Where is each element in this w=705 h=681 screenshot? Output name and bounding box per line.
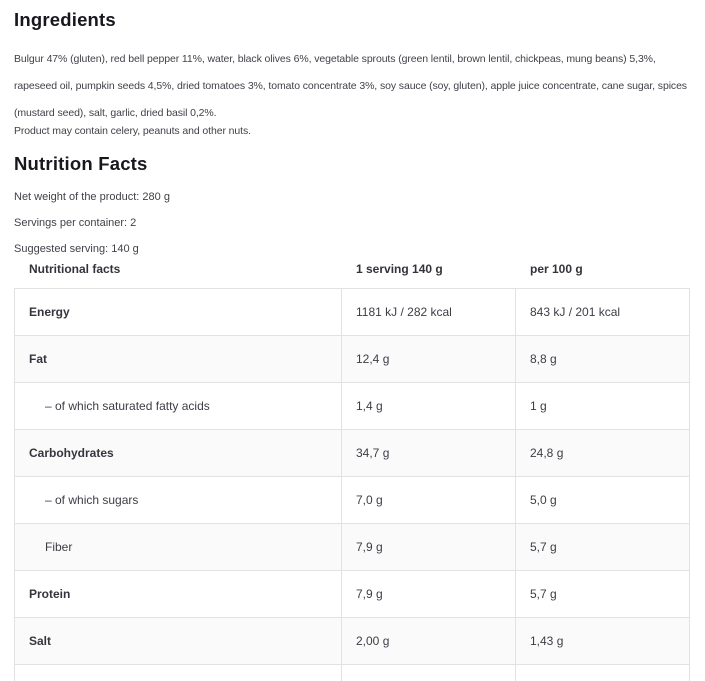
ingredients-heading: Ingredients	[14, 9, 116, 30]
row-label	[15, 665, 342, 681]
row-per100-value: 1,43 g	[530, 634, 564, 648]
table-row-cutoff	[15, 665, 689, 681]
row-serving-value: 7,9 g	[342, 524, 516, 570]
nutrition-table	[14, 288, 690, 681]
row-label: – of which sugars	[15, 477, 342, 523]
nutrition-facts-heading: Nutrition Facts	[14, 153, 148, 174]
nutrition-table-header	[14, 262, 691, 288]
column-header-serving: 1 serving 140 g	[356, 262, 443, 276]
table-row-energy	[15, 289, 689, 336]
servings-per-container-text: Servings per container: 2	[14, 217, 137, 229]
row-label: Salt	[15, 618, 342, 664]
top-section	[14, 0, 691, 262]
row-serving-value: 1181 kJ / 282 kcal	[342, 289, 516, 335]
allergen-note: Product may contain celery, peanuts and other nuts.	[14, 125, 251, 137]
net-weight-text: Net weight of the product: 280 g	[14, 191, 170, 203]
suggested-serving-text: Suggested serving: 140 g	[14, 243, 139, 255]
row-serving-value: 7,9 g	[342, 571, 516, 617]
row-label: Fiber	[15, 524, 342, 570]
row-per100-value: 5,7 g	[530, 587, 557, 601]
table-row-fat	[15, 336, 689, 383]
row-serving-value: 34,7 g	[342, 430, 516, 476]
row-label: Energy	[15, 289, 342, 335]
column-header-per-100g: per 100 g	[530, 262, 583, 276]
row-serving-value	[342, 665, 516, 681]
row-per100-value: 5,7 g	[530, 540, 557, 554]
row-serving-value: 12,4 g	[342, 336, 516, 382]
table-row-salt	[15, 618, 689, 665]
row-serving-value: 7,0 g	[342, 477, 516, 523]
row-serving-value: 2,00 g	[342, 618, 516, 664]
table-row-sugars	[15, 477, 689, 524]
table-row-carbohydrates	[15, 430, 689, 477]
table-row-fiber	[15, 524, 689, 571]
row-per100-value: 843 kJ / 201 kcal	[530, 305, 621, 319]
serving-details	[14, 184, 691, 262]
column-header-nutritional-facts: Nutritional facts	[29, 262, 121, 276]
row-label: – of which saturated fatty acids	[15, 383, 342, 429]
table-row-protein	[15, 571, 689, 618]
row-per100-value	[516, 665, 689, 681]
table-row-saturated-fat	[15, 383, 689, 430]
row-label: Carbohydrates	[15, 430, 342, 476]
row-per100-value: 24,8 g	[530, 446, 564, 460]
row-label: Protein	[15, 571, 342, 617]
ingredients-text: Bulgur 47% (gluten), red bell pepper 11%, water, black olives 6%, vegetable sprouts (green lentil, brown lentil, chickpeas, mung beans) 5,3%, rapeseed oil, pumpkin seeds 4,5%, dried tomatoes 3%, tomato concentrate 3%, soy sauce (soy, gluten), apple juice concentrate, cane sugar, spices (mustard seed), salt, garlic, dried basil 0,2%.	[14, 53, 687, 119]
row-per100-value: 1 g	[530, 399, 547, 413]
row-per100-value: 8,8 g	[530, 352, 557, 366]
row-serving-value: 1,4 g	[342, 383, 516, 429]
row-per100-value: 5,0 g	[530, 493, 557, 507]
row-label: Fat	[15, 336, 342, 382]
